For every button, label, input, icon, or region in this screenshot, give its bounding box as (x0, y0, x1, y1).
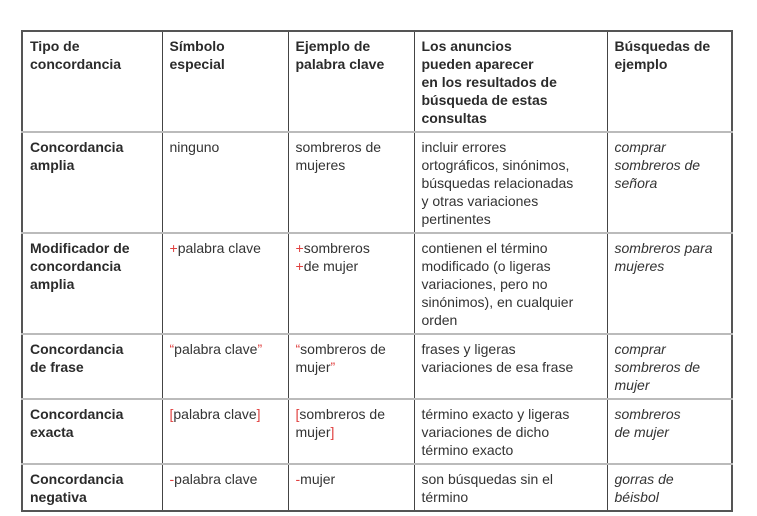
cell-line (296, 239, 407, 257)
keyword-example-cell (288, 334, 414, 399)
cell-text: palabra clave (174, 341, 258, 357)
cell-text: mujer (300, 471, 336, 487)
cell-text: en los resultados de (421, 74, 557, 90)
table-row (22, 132, 732, 233)
cell-text: sombreros de (614, 359, 701, 375)
ads-may-show-on-cell (414, 31, 607, 132)
cell-text: Modificador de (30, 240, 130, 256)
cell-line (422, 156, 600, 174)
special-symbol-cell (162, 233, 288, 334)
cell-text: sombreros de (299, 406, 385, 422)
cell-text: término (421, 489, 469, 505)
cell-line (30, 358, 155, 376)
cell-line (30, 55, 155, 73)
example-searches-cell (607, 399, 732, 464)
cell-line (296, 156, 407, 174)
cell-text: gorras de (614, 471, 674, 487)
cell-line (296, 358, 407, 376)
cell-text: mujeres (614, 258, 665, 274)
example-searches-cell (607, 334, 732, 399)
ads-may-show-on-cell (414, 132, 607, 233)
cell-text: Los anuncios (421, 38, 512, 54)
cell-line (615, 470, 725, 488)
cell-text: Concordancia (30, 139, 124, 155)
match-type-cell (22, 464, 162, 511)
cell-line (296, 257, 407, 275)
cell-text: de mujer (303, 258, 359, 274)
cell-text: palabra clave (174, 471, 258, 487)
cell-line (615, 358, 725, 376)
cell-line (170, 470, 281, 488)
cell-line (615, 138, 725, 156)
operator-symbol: “ (169, 341, 175, 357)
cell-line (422, 405, 600, 423)
cell-line (422, 293, 600, 311)
cell-text: Búsquedas de (614, 38, 711, 54)
cell-line (615, 37, 725, 55)
cell-line (170, 340, 281, 358)
cell-line (422, 470, 600, 488)
cell-text: exacta (30, 424, 74, 440)
cell-text: concordancia (30, 258, 122, 274)
cell-text: mujer (614, 377, 650, 393)
cell-line (615, 156, 725, 174)
cell-line (422, 441, 600, 459)
keyword-example-cell (288, 464, 414, 511)
cell-line (170, 239, 281, 257)
operator-symbol: - (169, 471, 175, 487)
cell-line (30, 275, 155, 293)
cell-text: Ejemplo de (295, 38, 371, 54)
cell-text: son búsquedas sin el (421, 471, 554, 487)
cell-text: variaciones de dicho (421, 424, 550, 440)
operator-symbol: + (295, 240, 304, 256)
cell-text: comprar (614, 341, 666, 357)
match-type-cell (22, 31, 162, 132)
cell-line (615, 340, 725, 358)
cell-text: Tipo de (30, 38, 80, 54)
table-row (22, 233, 732, 334)
operator-symbol: ” (257, 341, 263, 357)
cell-line (615, 257, 725, 275)
special-symbol-cell (162, 464, 288, 511)
cell-line (30, 257, 155, 275)
keyword-example-cell (288, 132, 414, 233)
ads-may-show-on-cell (414, 399, 607, 464)
cell-line (296, 55, 407, 73)
cell-line (296, 423, 407, 441)
cell-line (30, 37, 155, 55)
cell-text: término exacto y ligeras (421, 406, 570, 422)
cell-line (422, 239, 600, 257)
example-searches-cell (607, 31, 732, 132)
operator-symbol: ] (330, 424, 335, 440)
cell-text: frases y ligeras (421, 341, 516, 357)
cell-text: sombreros (614, 406, 681, 422)
cell-text: Concordancia (30, 471, 124, 487)
cell-text: pertinentes (421, 211, 491, 227)
keyword-example-cell (288, 31, 414, 132)
cell-line (422, 192, 600, 210)
cell-text: variaciones, pero no (421, 276, 548, 292)
cell-line (170, 55, 281, 73)
cell-text: palabra clave (177, 240, 261, 256)
cell-text: sombreros de (614, 157, 701, 173)
cell-text: mujer (295, 424, 331, 440)
cell-line (422, 73, 600, 91)
cell-text: pueden aparecer (421, 56, 534, 72)
cell-text: Concordancia (30, 341, 124, 357)
match-type-cell (22, 334, 162, 399)
cell-line (422, 91, 600, 109)
operator-symbol: + (169, 240, 178, 256)
cell-line (30, 340, 155, 358)
operator-symbol: [ (169, 406, 174, 422)
cell-text: sombreros para (614, 240, 713, 256)
operator-symbol: ” (330, 359, 336, 375)
ads-may-show-on-cell (414, 334, 607, 399)
match-type-cell (22, 233, 162, 334)
cell-line (296, 340, 407, 358)
cell-text: concordancia (30, 56, 122, 72)
cell-text: especial (169, 56, 225, 72)
example-searches-cell (607, 132, 732, 233)
cell-line (615, 174, 725, 192)
cell-line (422, 37, 600, 55)
cell-text: incluir errores (421, 139, 507, 155)
cell-text: sinónimos), en cualquier (421, 294, 574, 310)
example-searches-cell (607, 233, 732, 334)
example-searches-cell (607, 464, 732, 511)
cell-text: término exacto (421, 442, 514, 458)
cell-text: comprar (614, 139, 666, 155)
cell-text: ejemplo (614, 56, 668, 72)
cell-line (170, 138, 281, 156)
cell-line (30, 488, 155, 506)
cell-line (30, 405, 155, 423)
cell-line (170, 37, 281, 55)
cell-text: de mujer (614, 424, 669, 440)
cell-text: variaciones de esa frase (421, 359, 574, 375)
cell-text: señora (614, 175, 658, 191)
cell-line (422, 311, 600, 329)
ads-may-show-on-cell (414, 464, 607, 511)
cell-line (422, 109, 600, 127)
operator-symbol: “ (295, 341, 301, 357)
cell-text: mujeres (295, 157, 346, 173)
cell-text: de frase (30, 359, 84, 375)
cell-text: orden (421, 312, 458, 328)
cell-line (296, 37, 407, 55)
cell-text: amplia (30, 157, 75, 173)
cell-text: negativa (30, 489, 87, 505)
cell-text: Símbolo (169, 38, 225, 54)
cell-text: palabra clave (173, 406, 257, 422)
special-symbol-cell (162, 399, 288, 464)
cell-line (30, 138, 155, 156)
cell-line (30, 470, 155, 488)
cell-line (30, 156, 155, 174)
cell-line (615, 376, 725, 394)
cell-line (296, 470, 407, 488)
cell-line (422, 275, 600, 293)
match-type-cell (22, 132, 162, 233)
cell-line (615, 55, 725, 73)
table-row (22, 399, 732, 464)
cell-line (422, 423, 600, 441)
match-types-table (21, 30, 733, 512)
cell-line (422, 174, 600, 192)
keyword-example-cell (288, 233, 414, 334)
cell-text: y otras variaciones (421, 193, 539, 209)
cell-text: sombreros (303, 240, 370, 256)
cell-line (422, 55, 600, 73)
cell-text: ortográficos, sinónimos, (421, 157, 570, 173)
cell-text: Concordancia (30, 406, 124, 422)
header-row (22, 31, 732, 132)
ads-may-show-on-cell (414, 233, 607, 334)
cell-text: béisbol (614, 489, 659, 505)
operator-symbol: + (295, 258, 304, 274)
cell-line (422, 358, 600, 376)
special-symbol-cell (162, 31, 288, 132)
cell-line (170, 405, 281, 423)
cell-line (30, 239, 155, 257)
table-row (22, 464, 732, 511)
operator-symbol: ] (256, 406, 261, 422)
cell-text: ninguno (169, 139, 220, 155)
cell-line (422, 138, 600, 156)
cell-line (422, 210, 600, 228)
cell-text: sombreros de (295, 139, 382, 155)
cell-text: consultas (421, 110, 487, 126)
keyword-example-cell (288, 399, 414, 464)
cell-line (615, 239, 725, 257)
cell-line (296, 405, 407, 423)
cell-line (296, 138, 407, 156)
cell-text: búsquedas relacionadas (421, 175, 574, 191)
cell-text: mujer (295, 359, 331, 375)
special-symbol-cell (162, 132, 288, 233)
cell-text: amplia (30, 276, 75, 292)
table-row (22, 334, 732, 399)
operator-symbol: [ (295, 406, 300, 422)
match-type-cell (22, 399, 162, 464)
special-symbol-cell (162, 334, 288, 399)
cell-text: sombreros de (300, 341, 386, 357)
cell-line (615, 405, 725, 423)
cell-line (422, 257, 600, 275)
cell-line (30, 423, 155, 441)
cell-line (615, 423, 725, 441)
cell-text: contienen el término (421, 240, 548, 256)
cell-line (615, 488, 725, 506)
cell-text: modificado (o ligeras (421, 258, 551, 274)
operator-symbol: - (295, 471, 301, 487)
cell-text: palabra clave (295, 56, 385, 72)
cell-line (422, 340, 600, 358)
cell-text: búsqueda de estas (421, 92, 548, 108)
cell-line (422, 488, 600, 506)
